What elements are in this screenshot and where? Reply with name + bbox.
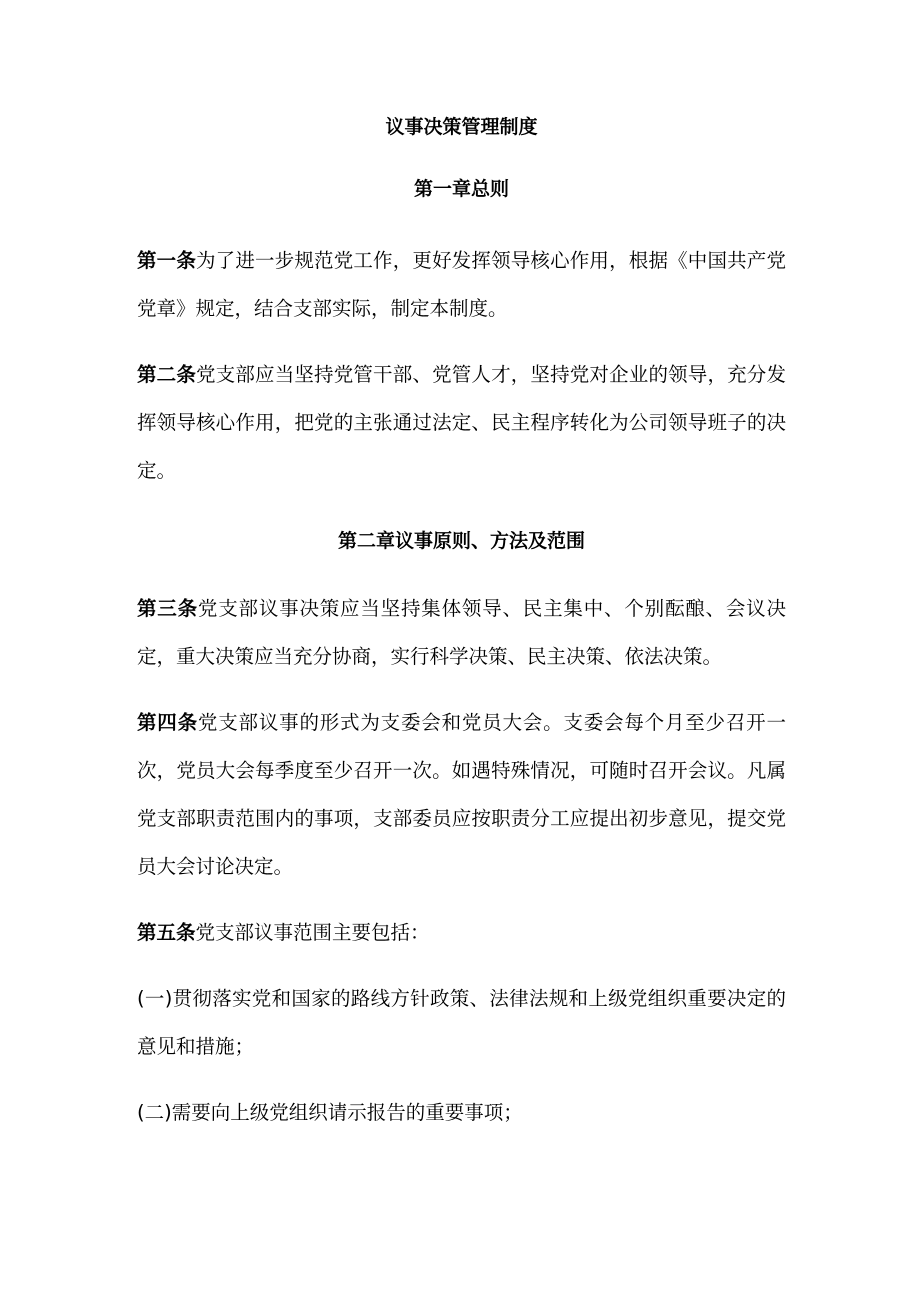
- article-3: [137, 585, 786, 681]
- article-2: [137, 351, 786, 495]
- article-3-label: 第三条: [137, 597, 198, 620]
- article-1-label: 第一条: [137, 249, 197, 272]
- document-title: 议事决策管理制度: [385, 116, 538, 138]
- article-1-text: 为了进一步规范党工作，更好发挥领导核心作用，根据《中国共产党党章》规定，结合支部实际，制定本制度。: [137, 249, 786, 320]
- article-2-text: 党支部应当坚持党管干部、党管人才，坚持党对企业的领导，充分发挥领导核心作用，把党的主张通过法定、民主程序转化为公司领导班子的决定。: [137, 363, 786, 482]
- list-item: (一)贯彻落实党和国家的路线方针政策、法律法规和上级党组织重要决定的意见和措施；: [137, 987, 786, 1058]
- article-2-label: 第二条: [137, 363, 197, 386]
- article-1: [137, 237, 786, 333]
- chapter-2-heading: 第二章议事原则、方法及范围: [337, 530, 585, 552]
- article-5-label: 第五条: [137, 921, 196, 944]
- article-5: [137, 909, 786, 957]
- article-4-text: 党支部议事的形式为支委会和党员大会。支委会每个月至少召开一次，党员大会每季度至少召开一次。如遇特殊情况，可随时召开会议。凡属党支部职责范围内的事项，支部委员应按职责分工应提出初步意见，提交党员大会讨论决定。: [137, 711, 786, 878]
- article-5-text: 党支部议事范围主要包括：: [195, 921, 430, 944]
- article-4-label: 第四条: [137, 711, 198, 734]
- article-4: [137, 699, 786, 891]
- chapter-1-heading: 第一章总则: [413, 178, 509, 200]
- list-item: (二)需要向上级党组织请示报告的重要事项；: [137, 1101, 523, 1124]
- article-3-text: 党支部议事决策应当坚持集体领导、民主集中、个别酝酿、会议决定，重大决策应当充分协商，实行科学决策、民主决策、依法决策。: [137, 597, 786, 668]
